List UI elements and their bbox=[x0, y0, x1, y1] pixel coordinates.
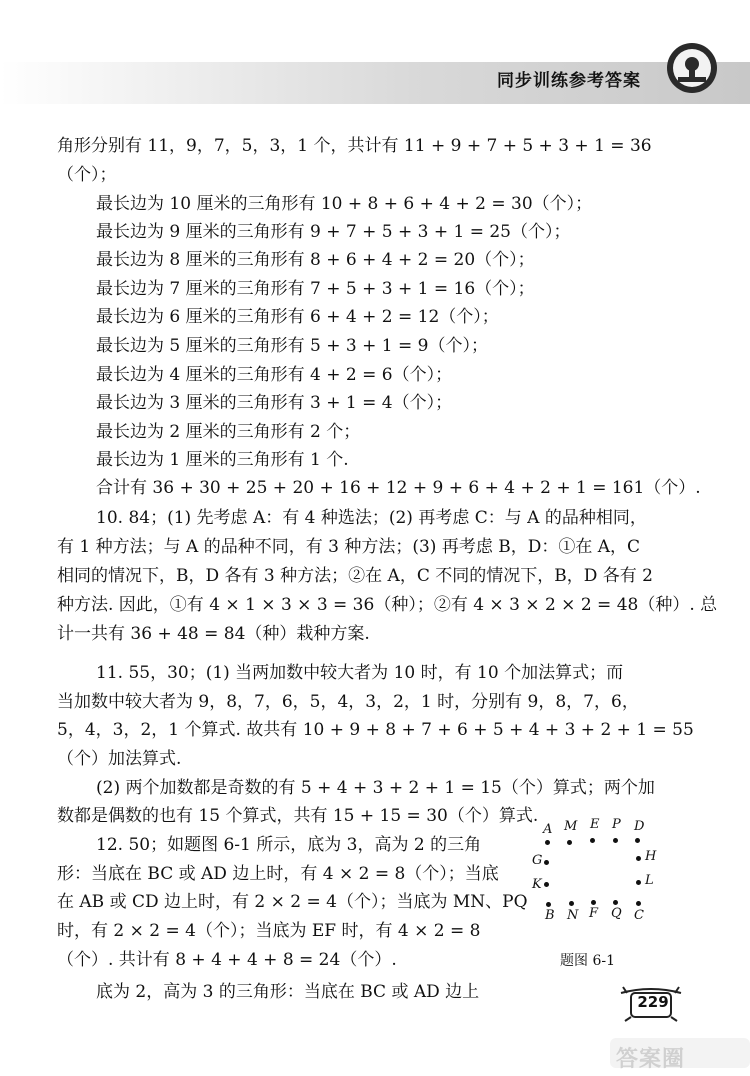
text-line: 10. 84；(1) 先考虑 A：有 4 种选法；(2) 再考虑 C：与 A 的品种相同， bbox=[96, 508, 647, 528]
figure-point bbox=[636, 880, 641, 885]
text-line: 12. 50；如题图 6-1 所示，底为 3，高为 2 的三角 bbox=[96, 835, 482, 855]
text-line: 数都是偶数的也有 15 个算式，共有 15 + 15 = 30（个）算式. bbox=[57, 806, 539, 826]
text-line: （个）加法算式. bbox=[57, 749, 182, 769]
figure-point bbox=[544, 860, 549, 865]
text-line: 时，有 2 × 2 = 4（个）；当底为 EF 时，有 4 × 2 = 8 bbox=[57, 921, 481, 941]
figure-point-label: M bbox=[564, 819, 578, 834]
figure-point-label: E bbox=[590, 817, 600, 832]
figure-point-label: F bbox=[589, 906, 599, 921]
text-line: 最长边为 8 厘米的三角形有 8 + 6 + 4 + 2 = 20（个）； bbox=[96, 250, 535, 270]
figure-point-label: L bbox=[645, 873, 654, 888]
running-header-title: 同步训练参考答案 bbox=[497, 71, 641, 91]
text-line: 11. 55，30；(1) 当两加数中较大者为 10 时，有 10 个加法算式；而 bbox=[96, 663, 624, 683]
figure-point-label: N bbox=[567, 908, 579, 923]
figure-point bbox=[590, 838, 595, 843]
figure-point-label: B bbox=[545, 908, 555, 923]
figure-point bbox=[635, 838, 640, 843]
figure-caption: 题图 6-1 bbox=[560, 953, 615, 969]
text-line: 5，4，3，2，1 个算式. 故共有 10 + 9 + 8 + 7 + 6 + 5 + 4 + 3 + 2 + 1 = 55 bbox=[57, 720, 694, 740]
text-line: 最长边为 5 厘米的三角形有 5 + 3 + 1 = 9（个）； bbox=[96, 336, 488, 356]
watermark-text: 答案圈 bbox=[616, 1047, 686, 1072]
text-line: 最长边为 6 厘米的三角形有 6 + 4 + 2 = 12（个）； bbox=[96, 307, 499, 327]
figure-point-label: H bbox=[645, 849, 657, 864]
figure-point-label: A bbox=[543, 822, 553, 837]
figure-point bbox=[567, 840, 572, 845]
text-line: 有 1 种方法；与 A 的品种不同，有 3 种方法；(3) 再考虑 B，D：①在 A，C bbox=[57, 537, 641, 557]
figure-point bbox=[545, 840, 550, 845]
text-line: 最长边为 4 厘米的三角形有 4 + 2 = 6（个）； bbox=[96, 365, 453, 385]
text-line: 最长边为 7 厘米的三角形有 7 + 5 + 3 + 1 = 16（个）； bbox=[96, 279, 535, 299]
figure-point bbox=[569, 901, 574, 906]
text-line: 形：当底在 BC 或 AD 边上时，有 4 × 2 = 8（个）；当底 bbox=[57, 864, 499, 884]
figure-point-label: P bbox=[612, 817, 621, 832]
text-line: 最长边为 2 厘米的三角形有 2 个； bbox=[96, 422, 361, 442]
text-line: (2) 两个加数都是奇数的有 5 + 4 + 3 + 2 + 1 = 15（个）算式；两个加 bbox=[96, 778, 655, 798]
figure-point bbox=[591, 900, 596, 905]
text-line: 计一共有 36 + 48 = 84（种）栽种方案. bbox=[57, 624, 370, 644]
publisher-emblem-icon bbox=[664, 40, 720, 96]
text-line: 底为 2，高为 3 的三角形：当底在 BC 或 AD 边上 bbox=[96, 982, 480, 1002]
figure-point-label: K bbox=[532, 877, 542, 892]
text-line: （个）. 共计有 8 + 4 + 4 + 8 = 24（个）. bbox=[57, 950, 397, 970]
figure-point-label: G bbox=[532, 853, 543, 868]
text-line: 角形分别有 11，9，7，5，3，1 个，共计有 11 + 9 + 7 + 5 + 3 + 1 = 36 bbox=[57, 136, 652, 156]
figure-point bbox=[613, 838, 618, 843]
text-line: 最长边为 3 厘米的三角形有 3 + 1 = 4（个）； bbox=[96, 393, 453, 413]
figure-point bbox=[546, 902, 551, 907]
figure-point bbox=[544, 882, 549, 887]
text-line: 最长边为 9 厘米的三角形有 9 + 7 + 5 + 3 + 1 = 25（个）； bbox=[96, 222, 571, 242]
page-number: 229 bbox=[637, 993, 669, 1011]
text-line: 最长边为 1 厘米的三角形有 1 个. bbox=[96, 450, 349, 470]
figure-point bbox=[613, 900, 618, 905]
figure-point-label: D bbox=[634, 819, 645, 834]
text-line: 相同的情况下，B，D 各有 3 种方法；②在 A，C 不同的情况下，B，D 各有 2 bbox=[57, 566, 653, 586]
figure-point-label: Q bbox=[611, 906, 622, 921]
text-line: 在 AB 或 CD 边上时，有 2 × 2 = 4（个）；当底为 MN、PQ bbox=[57, 892, 528, 912]
text-line: 当加数中较大者为 9，8，7，6，5，4，3，2，1 时，分别有 9，8，7，6， bbox=[57, 692, 639, 712]
figure-point bbox=[636, 901, 641, 906]
figure-point-label: C bbox=[634, 908, 644, 923]
figure-point bbox=[636, 856, 641, 861]
text-line: 最长边为 10 厘米的三角形有 10 + 8 + 6 + 4 + 2 = 30（个）； bbox=[96, 194, 593, 214]
text-line: 种方法. 因此，①有 4 × 1 × 3 × 3 = 36（种）；②有 4 × 3 × 2 × 2 = 48（种）. 总 bbox=[57, 595, 718, 615]
text-line: 合计有 36 + 30 + 25 + 20 + 16 + 12 + 9 + 6 + 4 + 2 + 1 = 161（个）. bbox=[96, 478, 701, 498]
text-line: （个）； bbox=[57, 165, 117, 185]
